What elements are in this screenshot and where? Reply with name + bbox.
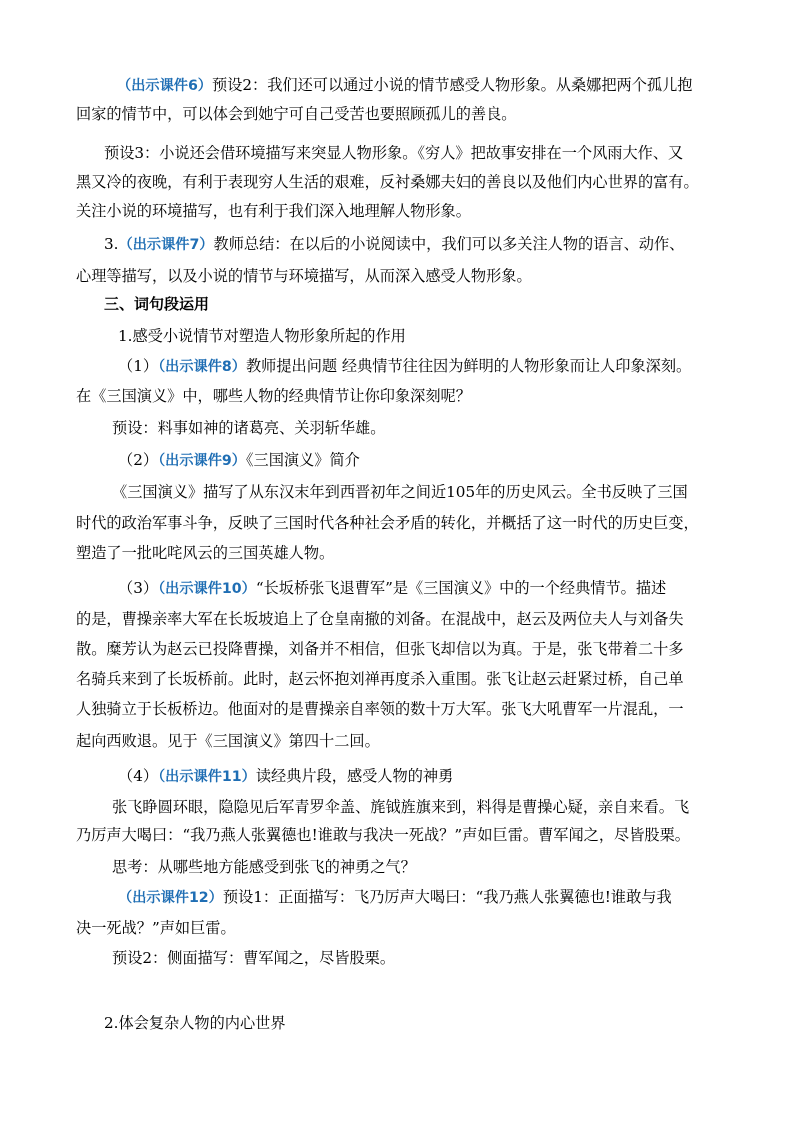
- paragraph-line: 塑造了一批叱咤风云的三国英雄人物。: [76, 544, 335, 562]
- paragraph-line: 张飞睁圆环眼，隐隐见后军青罗伞盖、旄钺旌旗来到，料得是曹操心疑，亲自来看。飞: [112, 798, 690, 816]
- item-number: 3.: [104, 235, 119, 253]
- paragraph-line: 散。糜芳认为赵云已投降曹操，刘备并不相信，但张飞却信以为真。于是，张飞带着二十多: [76, 640, 684, 658]
- courseware-tag: （出示课件10）: [158, 581, 256, 597]
- text: “长坂桥张飞退曹军”是《三国演义》中的一个经典情节。描述: [255, 579, 667, 597]
- section-heading: 三、词句段运用: [104, 295, 210, 313]
- paragraph-line: 的是，曹操亲率大军在长坂坡追上了仓皇南撤的刘备。在混战中，赵云及两位夫人与刘备失: [76, 610, 684, 628]
- courseware-tag: （出示课件12）: [118, 890, 223, 906]
- subsection-heading: 1.感受小说情节对塑造人物形象所起的作用: [118, 327, 406, 345]
- paragraph-line: [118, 887, 672, 908]
- courseware-tag: （出示课件8）: [158, 359, 246, 375]
- item-number: （1）: [118, 357, 159, 375]
- paragraph-line: [104, 234, 684, 255]
- paragraph-line: 心理等描写，以及小说的情节与环境描写，从而深入感受人物形象。: [76, 267, 532, 285]
- item-number: （4）: [118, 767, 159, 785]
- paragraph-line: 《三国演义》描写了从东汉末年到西晋初年之间近105年的历史风云。全书反映了三国: [112, 483, 688, 501]
- courseware-tag: （出示课件6）: [117, 78, 212, 94]
- text: 读经典片段，感受人物的神勇: [255, 767, 454, 785]
- paragraph-line: 关注小说的环境描写，也有利于我们深入地理解人物形象。: [76, 202, 471, 220]
- paragraph-line: 决一死战？”声如巨雷。: [76, 919, 236, 937]
- paragraph-line: [118, 356, 691, 377]
- courseware-tag: （出示课件9）: [158, 453, 246, 469]
- subsection-heading: 2.体会复杂人物的内心世界: [104, 1014, 286, 1032]
- paragraph-line: 乃厉声大喝曰：“我乃燕人张翼德也!谁敢与我决一死战？”声如巨雷。曹军闻之，尽皆股栗。: [76, 826, 690, 844]
- text: 预设2：我们还可以通过小说的情节感受人物形象。从桑娜把两个孤儿抱: [212, 76, 693, 94]
- paragraph-line: 时代的政治军事斗争，反映了三国时代各种社会矛盾的转化，并概括了这一时代的历史巨变，: [76, 514, 699, 532]
- paragraph-line: 人独骑立于长板桥边。他面对的是曹操亲自率领的数十万大军。张飞大吼曹军一片混乱，一: [76, 700, 684, 718]
- paragraph-line: [117, 75, 692, 96]
- paragraph-line: [118, 766, 453, 787]
- paragraph-line: 名骑兵来到了长坂桥前。此时，赵云怀抱刘禅再度杀入重围。张飞让赵云赶紧过桥，自己单: [76, 670, 684, 688]
- paragraph-line: [118, 578, 666, 599]
- paragraph-line: 预设2：侧面描写：曹军闻之，尽皆股栗。: [112, 949, 396, 967]
- courseware-tag: （出示课件7）: [118, 237, 214, 253]
- paragraph-line: 黑又冷的夜晚，有利于表现穷人生活的艰难，反衬桑娜夫妇的善良以及他们内心世界的富有。: [76, 173, 699, 191]
- paragraph-line: 起向西败退。见于《三国演义》第四十二回。: [76, 732, 380, 750]
- text: 教师提出问题 经典情节往往因为鲜明的人物形象而让人印象深刻。: [245, 357, 692, 375]
- paragraph-line: [118, 450, 360, 471]
- text: 教师总结：在以后的小说阅读中，我们可以多关注人物的语言、动作、: [213, 235, 685, 253]
- paragraph-line: 回家的情节中，可以体会到她宁可自己受苦也要照顾孤儿的善良。: [76, 105, 517, 123]
- text: 《三国演义》简介: [245, 451, 360, 469]
- paragraph-line: 预设：料事如神的诸葛亮、关羽斩华雄。: [112, 419, 386, 437]
- paragraph-line: 在《三国演义》中，哪些人物的经典情节让你印象深刻呢？: [76, 387, 471, 405]
- item-number: （3）: [118, 579, 159, 597]
- paragraph-line: 预设3：小说还会借环境描写来突显人物形象。《穷人》把故事安排在一个风雨大作、又: [104, 144, 684, 162]
- text: 预设1：正面描写：飞乃厉声大喝曰：“我乃燕人张翼德也!谁敢与我: [222, 888, 672, 906]
- courseware-tag: （出示课件11）: [158, 769, 256, 785]
- paragraph-line: 思考：从哪些地方能感受到张飞的神勇之气？: [112, 858, 416, 876]
- item-number: （2）: [118, 451, 159, 469]
